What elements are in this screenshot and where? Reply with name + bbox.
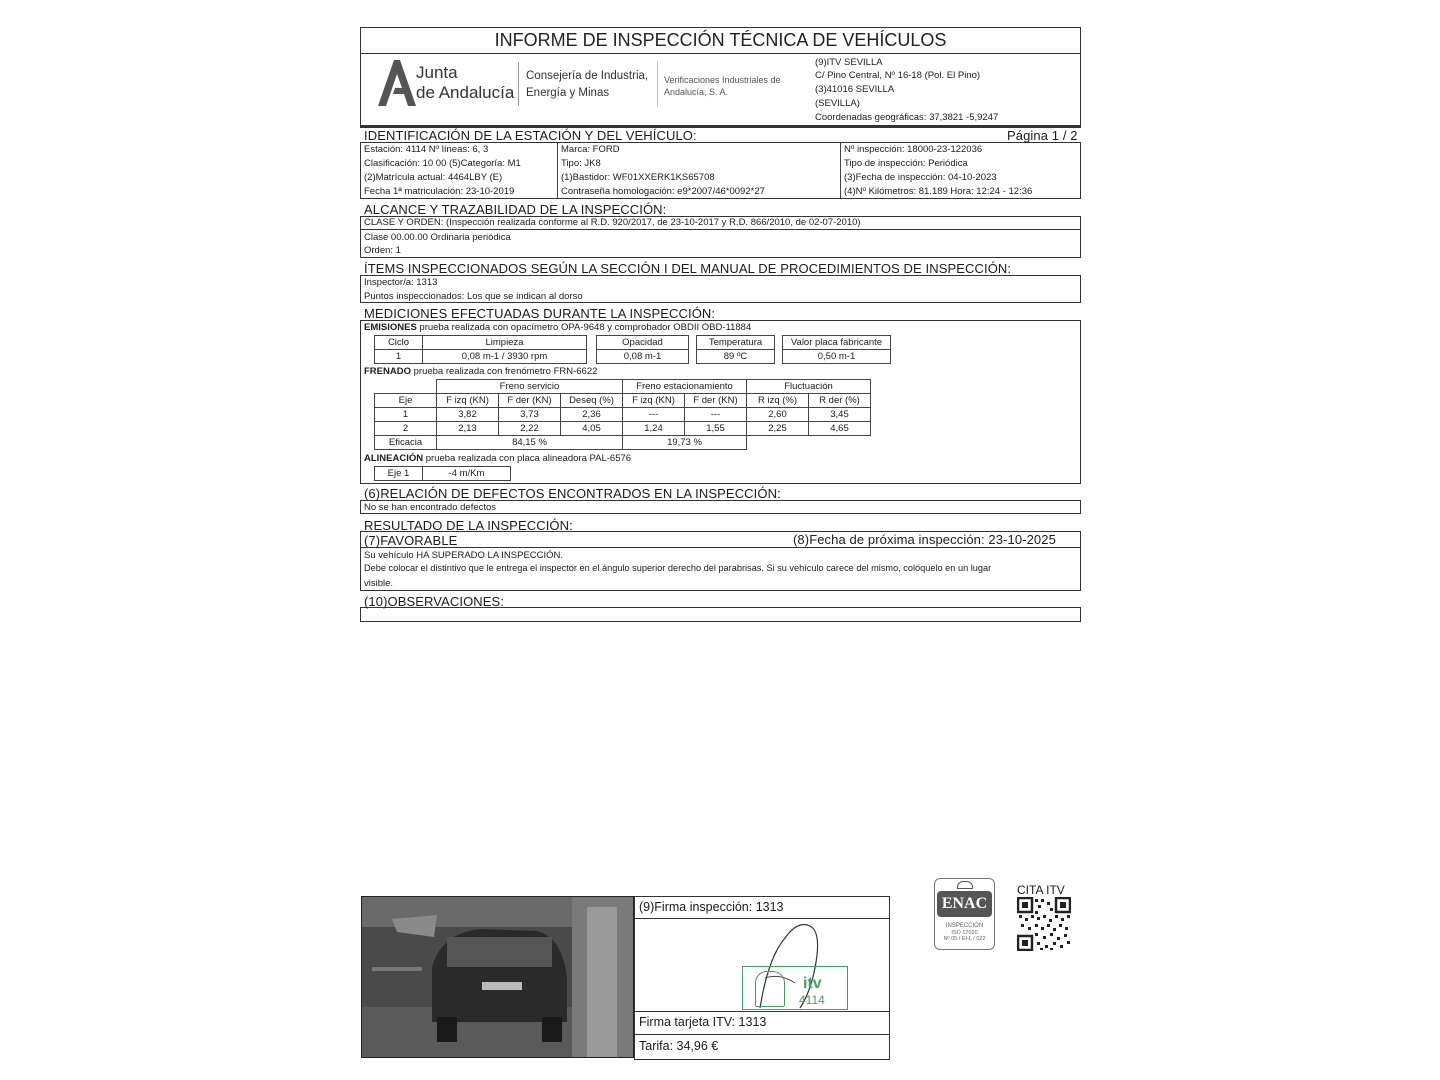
emissions-plate-table <box>782 335 891 364</box>
emissions-header-cycle: Ciclo <box>375 336 423 350</box>
braking-cell: 2,25 <box>747 422 809 436</box>
emissions-opacity-table <box>596 335 689 364</box>
id-col-divider-2 <box>840 143 841 198</box>
emissions-header-temperature: Temperatura <box>697 336 775 350</box>
scope-orden: Orden: 1 <box>364 245 401 256</box>
station-province: (SEVILLA) <box>815 98 860 109</box>
braking-header-axle: Eje <box>375 394 437 408</box>
page-number: Página 1 / 2 <box>1007 128 1078 143</box>
fee: Tarifa: 34,96 € <box>639 1039 719 1053</box>
id-brand: Marca: FORD <box>561 144 620 155</box>
vehicle-photo <box>361 896 634 1058</box>
verificaciones-line2: Andalucía, S. A. <box>664 87 729 97</box>
braking-cell: 2,22 <box>499 422 561 436</box>
braking-text: prueba realizada con frenómetro FRN-6622 <box>410 366 598 377</box>
id-first-registration: Fecha 1ª matriculación: 23-10-2019 <box>364 186 515 197</box>
enac-crown-icon <box>957 881 973 889</box>
braking-label: FRENADO <box>364 366 411 377</box>
items-heading: ÍTEMS INSPECCIONADOS SEGÚN LA SECCIÓN I DEL MANUAL DE PROCEDIMIENTOS DE INSPECCIÓN: <box>364 261 1012 276</box>
id-classification: Clasificación: 10 00 (5)Categoría: M1 <box>364 158 521 169</box>
result-line3: visible. <box>364 578 394 589</box>
scope-heading: ALCANCE Y TRAZABILIDAD DE LA INSPECCIÓN: <box>364 202 667 217</box>
emissions-line <box>364 322 751 333</box>
emissions-header-cleaning: Limpieza <box>423 336 587 350</box>
id-homologation: Contraseña homologación: e9*2007/46*0092*27 <box>561 186 765 197</box>
measurements-heading: MEDICIONES EFECTUADAS DURANTE LA INSPECCIÓN: <box>364 306 716 321</box>
braking-cell: 3,73 <box>499 408 561 422</box>
emissions-text: prueba realizada con opacímetro OPA-9648 y comprobador OBDII OBD-11884 <box>416 322 752 333</box>
id-station: Estación: 4114 Nº líneas: 6, 3 <box>364 144 489 155</box>
enac-sub3: Nº 05 / EI-L / 022 <box>943 936 986 942</box>
title-divider <box>361 53 1080 54</box>
id-km-time: (4)Nº Kilómetros: 81.189 Hora: 12:24 - 12:36 <box>844 186 1033 197</box>
emissions-value-temperature: 89 ºC <box>697 350 775 364</box>
junta-andalucia-logo <box>372 58 420 110</box>
efficiency-parking: 19,73 % <box>623 436 747 450</box>
identification-rule <box>360 126 1081 128</box>
scope-class-order: CLASE Y ORDEN: (Inspección realizada conforme al R.D. 920/2017, de 23-10-2017 y R.D. 866/2010, de 02-07-2010) <box>364 217 861 228</box>
result-line2: Debe colocar el distintivo que le entrega el inspector en el ángulo superior derecho del parabrisas. Si su vehículo carece del mismo, colóquelo en un lugar <box>364 563 992 573</box>
braking-cell: 3,82 <box>437 408 499 422</box>
braking-table <box>374 379 871 450</box>
braking-cell: --- <box>623 408 685 422</box>
emissions-header-plate: Valor placa fabricante <box>783 336 891 350</box>
enac-sub2: ISO 17020 <box>951 930 978 936</box>
alignment-value: -4 m/Km <box>423 467 511 481</box>
alignment-label: ALINEACIÓN <box>364 453 424 464</box>
emissions-header-opacity: Opacidad <box>597 336 689 350</box>
braking-cell: 4,05 <box>561 422 623 436</box>
emissions-value-cleaning: 0,08 m-1 / 3930 rpm <box>423 350 587 364</box>
result-heading: RESULTADO DE LA INSPECCIÓN: <box>364 518 573 533</box>
itv-stamp <box>742 966 848 1010</box>
signature-label: (9)Firma inspección: 1313 <box>639 900 784 914</box>
braking-cell: 2 <box>375 422 437 436</box>
table-row <box>375 422 871 436</box>
logo-divider <box>518 62 519 106</box>
emissions-label: EMISIONES <box>364 322 417 333</box>
braking-header-service-imbalance: Deseq (%) <box>561 394 623 408</box>
braking-line <box>364 366 597 377</box>
station-coordinates: Coordenadas geográficas: 37,3821 -5,9247 <box>815 112 999 123</box>
braking-cell: 2,60 <box>747 408 809 422</box>
consejeria-line1: Consejería de Industria, <box>526 70 649 82</box>
card-signature: Firma tarjeta ITV: 1313 <box>639 1015 767 1029</box>
junta-logo-line1: Junta <box>416 63 458 82</box>
braking-header-parking-right: F der (KN) <box>685 394 747 408</box>
braking-cell: 1,55 <box>685 422 747 436</box>
alignment-table <box>374 466 511 481</box>
emissions-value-opacity: 0,08 m-1 <box>597 350 689 364</box>
stamp-mark-icon <box>755 971 785 1007</box>
id-plate: (2)Matrícula actual: 4464LBY (E) <box>364 172 503 183</box>
stamp-number: 4114 <box>799 993 825 1007</box>
station-city: (3)41016 SEVILLA <box>815 84 895 95</box>
stamp-itv-text: itv <box>803 975 822 992</box>
braking-cell: 3,45 <box>809 408 871 422</box>
braking-group-parking: Freno estacionamiento <box>623 380 747 394</box>
braking-header-parking-left: F izq (KN) <box>623 394 685 408</box>
document-title: INFORME DE INSPECCIÓN TÉCNICA DE VEHÍCULOS <box>494 30 947 50</box>
braking-cell: 2,36 <box>561 408 623 422</box>
result-next-date: (8)Fecha de próxima inspección: 23-10-2025 <box>793 532 1056 547</box>
id-type: Tipo: JK8 <box>561 158 601 169</box>
efficiency-service: 84,15 % <box>437 436 623 450</box>
id-col-divider-1 <box>557 143 558 198</box>
braking-header-service-left: F izq (KN) <box>437 394 499 408</box>
verif-divider <box>657 62 658 106</box>
verificaciones-line1: Verificaciones Industriales de <box>664 75 781 85</box>
station-name: (9)ITV SEVILLA <box>815 57 883 68</box>
efficiency-label: Eficacia <box>375 436 437 450</box>
braking-corner <box>375 380 437 394</box>
id-inspection-type: Tipo de inspección: Periódica <box>844 158 968 169</box>
items-points: Puntos inspeccionados: Los que se indican al dorso <box>364 291 583 302</box>
id-inspection-number: Nº inspección: 18000-23-122036 <box>844 144 983 155</box>
emissions-value-cycle: 1 <box>375 350 423 364</box>
emissions-temperature-table <box>696 335 775 364</box>
id-inspection-date: (3)Fecha de inspección: 04-10-2023 <box>844 172 997 183</box>
enac-text: ENAC <box>941 895 988 912</box>
observations-heading: (10)OBSERVACIONES: <box>364 594 505 609</box>
braking-cell: 4,65 <box>809 422 871 436</box>
scope-clase: Clase 00.00.00 Ordinaria periódica <box>364 232 511 243</box>
identification-heading: IDENTIFICACIÓN DE LA ESTACIÓN Y DEL VEHÍCULO: <box>364 128 697 143</box>
table-row <box>375 408 871 422</box>
qr-code-icon[interactable] <box>1017 897 1071 951</box>
alignment-line <box>364 453 631 464</box>
braking-cell: --- <box>685 408 747 422</box>
observations-box <box>360 607 1081 622</box>
alignment-text: prueba realizada con placa alineadora PAL-6576 <box>423 453 632 464</box>
defects-text: No se han encontrado defectos <box>364 502 497 513</box>
enac-logo <box>934 878 995 950</box>
braking-cell: 2,13 <box>437 422 499 436</box>
enac-sub1: INSPECCIÓN <box>945 923 984 929</box>
braking-header-service-right: F der (KN) <box>499 394 561 408</box>
result-verdict: (7)FAVORABLE <box>364 533 458 548</box>
signature-divider-2 <box>635 1011 889 1012</box>
emissions-value-plate: 0,50 m-1 <box>783 350 891 364</box>
signature-divider-3 <box>635 1034 889 1035</box>
cita-itv-label: CITA ITV <box>1017 883 1065 897</box>
station-address: C/ Pino Central, Nº 16-18 (Pol. El Pino) <box>815 70 981 81</box>
braking-cell: 1,24 <box>623 422 685 436</box>
id-vin: (1)Bastidor: WF01XXERK1KS65708 <box>561 172 715 183</box>
defects-heading: (6)RELACIÓN DE DEFECTOS ENCONTRADOS EN LA INSPECCIÓN: <box>364 486 781 501</box>
consejeria-line2: Energía y Minas <box>526 87 610 99</box>
emissions-cycle-table <box>374 335 587 364</box>
junta-logo-line2: de Andalucía <box>416 83 515 102</box>
items-inspector: Inspector/a: 1313 <box>364 277 438 288</box>
braking-group-service: Freno servicio <box>437 380 623 394</box>
braking-cell: 1 <box>375 408 437 422</box>
braking-group-fluctuation: Fluctuación <box>747 380 871 394</box>
braking-header-fluct-left: R izq (%) <box>747 394 809 408</box>
efficiency-empty <box>747 436 871 450</box>
alignment-axle: Eje 1 <box>375 467 423 481</box>
result-line1: Su vehículo HA SUPERADO LA INSPECCIÓN. <box>364 550 564 561</box>
braking-header-fluct-right: R der (%) <box>809 394 871 408</box>
